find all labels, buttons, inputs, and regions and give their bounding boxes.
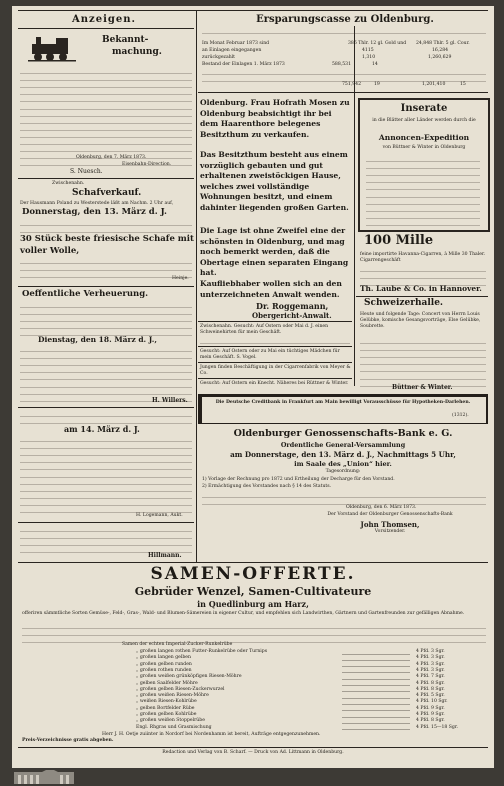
signature: S. Nuesch. — [70, 168, 103, 175]
seed-item: „ großen gelben Riesen-Zuckerwurzel — [136, 686, 225, 692]
meeting-date: am Donnerstage, den 13. März d. J., Nachmittags 5 Uhr, — [230, 450, 456, 459]
seed-item: Engl. Rhgras und Grasmischung — [136, 724, 212, 730]
inserate-title: Inserate — [400, 103, 448, 114]
seed-price: 4 Pfd. 3 Sgr. — [416, 667, 445, 673]
seed-item: „ gelben Saalfelder Möhre — [136, 680, 198, 686]
seed-item: „ großen weißen Stoppelrübe — [136, 718, 205, 724]
seed-price: 4 Pfd. 8 Sgr. — [416, 680, 445, 686]
total-value: 19 — [374, 82, 380, 87]
signature: Dr. Roggemann, — [256, 301, 329, 311]
seed-price: 4 Pfd. 3 Sgr. — [416, 649, 445, 654]
total-value: 751,942 — [342, 82, 361, 87]
seed-price: 4 Pfd. 10 Sgr. — [416, 699, 448, 705]
section-title: Anzeigen. — [72, 14, 136, 25]
kaffe-date: am 14. März d. J. — [64, 424, 140, 434]
seed-item: „ großen gelben Kohlrübe — [136, 712, 197, 717]
samen-place: in Quedlinburg am Harz, — [197, 599, 309, 609]
bekannt-title: Bekannt- — [102, 35, 149, 45]
seed-price: 4 Pfd. 3 Sgr. — [416, 661, 445, 667]
seed-item: „ großen rothen runden — [136, 667, 192, 673]
highlight-text: 30 Stück beste friesische Schafe mit voller Wolle, — [20, 234, 194, 256]
property-ad: Das Besitzthum besteht aus einem vorzüglich gebauten und gut erhaltenen zweistöckigen Hause, welches zwei vollständige Wohnungen besitzt, und einem dahinter liegenden großen Garten. — [200, 150, 349, 212]
seed-item: „ großen weißen grünköpfigen Riesen-Möhre — [136, 674, 242, 680]
samen-title: SAMEN-OFFERTE. — [150, 564, 356, 584]
seed-price: 4 Pfd. 9 Sgr. — [416, 705, 445, 711]
seed-item: „ großen langen gelben — [136, 655, 191, 661]
signature: Büttner & Winter. — [392, 384, 453, 391]
place-name: Zwischenahn. — [52, 181, 85, 186]
bank-sub: Ordentliche General-Versammlung — [280, 441, 406, 449]
locomotive-image — [26, 34, 80, 64]
seed-item: „ gelben Bortfelder Rübe — [136, 705, 195, 711]
verheuerung-date: Dienstag, den 18. März d. J., — [38, 335, 157, 344]
seed-item: „ großen langen rothen Futter-Runkelrübe oder Turnips — [136, 649, 268, 654]
property-ad: Kaufliebhaber wollen sich an den unterzeichneten Anwalt wenden. — [200, 279, 342, 299]
seed-price: 4 Pfd. 5 Sgr. — [416, 693, 445, 699]
dateline: Oldenburg, den 7. März 1873. — [76, 155, 147, 160]
small-ad: Gesucht: Auf Ostern ein Knecht. Näheres bei Rüttner & Winter. — [200, 381, 349, 386]
verheuerung-title: Oeffentliche Verheuerung. — [22, 289, 149, 299]
seed-price: 4 Pfd. 9 Sgr. — [416, 712, 445, 717]
signature: Hillmann. — [148, 552, 182, 559]
signature: H. Logemann, Aukt. — [136, 513, 183, 518]
signature: John Thomsen, — [360, 520, 420, 529]
column-divider — [196, 10, 197, 562]
small-ad: Gesucht: Auf Ostern oder zu Mai ein tüchtiges Mädchen für mein Geschäft. S. Vogel. — [200, 349, 340, 360]
seed-price: 4 Pfd. 7 Sgr. — [416, 674, 445, 680]
property-ad: Die Lage ist ohne Zweifel eine der schönsten in Oldenburg, und mag noch bemerkt werden, daß die Obertage einen separaten Eingang hat. — [200, 226, 349, 278]
signature: H. Willers. — [152, 397, 188, 404]
halle-title: Schweizerhalle. — [364, 298, 444, 308]
samen-agent: Herr J. H. Oetje zuiinter in Nordorf bei Nordenhamm ist bereit, Aufträge entgegenzunehmen. — [102, 732, 321, 737]
total-value: 15 — [460, 82, 466, 87]
newspaper-page: Anzeigen. Bekannt- machung. Oldenburg, den 7. März 1873. Eisenbahn-Direction. S. Nuesch. Zwischenahn. Schafverkauf. Der Hausmann Poland zu Westerstede läßt am Nachm. 2 Uhr auf, Donnerstag, den 13. März d. J. 30 Stück beste friesische Schafe mit voller Wolle, Heinje. Oeffentliche Verheuerung. Dienstag, den 18. März d. J., H. Willers. am 14. März d. J. H. Logemann, Aukt. Hillmann. Ersparungscasse zu Oldenburg. Im Monat Februar 1873 sind 386 Thlr. 12 gl. Gold und 24,848 Thlr. 5 gl. Cour. an Einlagen eingegangen 4115 16,284 zurückgezahlt 1,310 1,260,629 Bestand der Einlagen 1. März 1873 588,531 14 751,942 19 1,201,410 15 Oldenburg. Frau Hofrath Mosen zu Oldenburg beabsichtigt ihr bei dem Haarenthore belegenes Besitzthum zu verkaufen. Das Besitzthum besteht aus einem vorzüglich gebauten und gut erhaltenen zweistöckigen Hause, welches zwei vollständige Wohnungen besitzt, und einem dahinter liegenden großen Garten. Die Lage ist ohne Zweifel eine der schönsten in Oldenburg, und mag noch bemerkt werden, daß die Obertage einen separaten Eingang hat. Kaufliebhaber wollen sich an den unterzeichneten Anwalt wenden. Dr. Roggemann, Obergericht-Anwalt. Zwischenahn. Gesucht: Auf Ostern oder Mai d. J. einen Schweinehirten für mein Geschäft. Gesucht: Auf Ostern oder zu Mai ein tüchtiges Mädchen für mein Geschäft. S. Vogel. Jungen finden Beschäftigung in der Cigarrenfabrik von Meyer & Co. Gesucht: Auf Ostern ein Knecht. Näheres bei Rüttner & Winter. Inserate in die Blätter aller Länder werden durch die Annoncen-Expedition von Büttner & Winter in Oldenburg 100 Mille feine importirte Havanna-Cigarren, à Mille 30 Thaler. Cigarrengeschäft Th. Laube & Co. in Hannover. Schweizerhalle. Heute und folgende Tage: Concert von Herrn Louis Gelübke, komische Gesangsvorträge, Else Gelübke, Soubrette. Büttner & Winter. Die Deutsche Creditbank in Frankfurt am Main bewilligt Vorausschüsse für Hypotheken-Darlehen. (1312). Oldenburger Genossenschafts-Bank e. G. Ordentliche General-Versammlung am Donnerstage, den 13. März d. J., Nachmittags 5 Uhr, im Saale des „Union“ hier. Tagesordnung: 1) Vorlage der Rechnung pro 1872 und Ertheilung der Decharge für den Vorstand. 2) Ermächtigung des Vorstandes nach § 14 des Statuts. Oldenburg, den 6. März 1873. Der Vorstand der Oldenburger Genossenschafts-Bank John Thomsen, Vorsitzender. SAMEN-OFFERTE. Gebrüder Wenzel, Samen-Cultivateure in Quedlinburg am Harz, offeriren sämmtliche Sorten Gemüse-, Feld-, Gras-, Wald- und Blumen-Sämereien in eigener Cultur, und empfehlen sich Landwirthen, Gärtnern und Gartenfreunden zur gefälligen Abnahme. Samen der echten Imperial-Zucker-Runkelrübe „ großen langen rothen Futter-Runkelrübe oder Turnips 4 Pfd. 3 Sgr. „ großen langen gelben 4 Pfd. 3 Sgr. „ großen gelben runden 4 Pfd. 3 Sgr. „ großen rothen runden 4 Pfd. 3 Sgr. „ großen weißen grünköpfigen Riesen-Möhre 4 Pfd. 7 Sgr. „ gelben Saalfelder Möhre 4 Pfd. 8 Sgr. „ großen gelben Riesen-Zuckerwurzel 4 Pfd. 8 Sgr. „ großen weißen Riesen-Möhre 4 Pfd. 5 Sgr. „ weißen Riesen-Kohlrübe 4 Pfd. 10 Sgr. „ gelben Bortfelder Rübe 4 Pfd. 9 Sgr. „ großen gelben Kohlrübe 4 Pfd. 9 Sgr. „ großen weißen Stoppelrübe 4 Pfd. 8 Sgr. Engl. Rhgras und Grasmischung 4 Pfd. 15—18 Sgr. Herr J. H. Oetje zuiinter in Nordorf bei Nordenhamm ist bereit, Aufträge entgegenzunehmen. Preis-Verzeichnisse gratis abgeben. Redaction und Verlag von B. Scharf. — Druck von Ad. Littmann in Oldenburg. — [12, 6, 494, 768]
text-block — [20, 68, 192, 167]
meeting-place: im Saale des „Union“ hier. — [294, 460, 392, 468]
text-line: Der Hausmann Poland zu Westerstede läßt am Nachm. 2 Uhr auf, — [20, 201, 174, 206]
mille-title: 100 Mille — [364, 233, 434, 248]
bekannt-title: machung. — [112, 47, 162, 57]
annoncen-title: Annoncen-Expedition — [378, 133, 470, 142]
seed-item: „ großen weißen Riesen-Möhre — [136, 693, 209, 699]
small-ad: Zwischenahn. Gesucht: Auf Ostern oder Mai d. J. einen Schweinehirten für mein Geschäft. — [200, 324, 329, 335]
samen-preis: Preis-Verzeichnisse gratis abgeben. — [22, 738, 114, 743]
bank-title: Oldenburger Genossenschafts-Bank e. G. — [233, 428, 453, 439]
mille-firm: Th. Laube & Co. in Hannover. — [360, 284, 482, 293]
schaf-title: Schafverkauf. — [72, 188, 142, 198]
seed-price: 4 Pfd. 8 Sgr. — [416, 718, 445, 724]
ersp-title: Ersparungscasse zu Oldenburg. — [256, 14, 434, 25]
seed-price: 4 Pfd. 8 Sgr. — [416, 686, 445, 692]
seed-price: 4 Pfd. 15—18 Sgr. — [416, 724, 459, 730]
auction-date: Donnerstag, den 13. März d. J. — [22, 207, 167, 217]
seed-price: 4 Pfd. 3 Sgr. — [416, 655, 445, 661]
footer-imprint: Redaction und Verlag von B. Scharf. — Druck von Ad. Littmann in Oldenburg. — [162, 750, 344, 755]
seed-item: „ großen gelben runden — [136, 661, 192, 667]
authority: Eisenbahn-Direction. — [122, 162, 172, 167]
library-logo — [14, 770, 74, 784]
property-ad: Oldenburg. Frau Hofrath Mosen zu Oldenburg beabsichtigt ihr bei dem Haarenthore belegenes Besitzthum zu verkaufen. — [200, 98, 350, 139]
signature: Obergericht-Anwalt. — [252, 311, 332, 320]
table-head: Samen der echten Imperial-Zucker-Runkelrübe — [122, 642, 233, 647]
signature: Heinje. — [172, 276, 189, 281]
banner-text: Die Deutsche Creditbank in Frankfurt am Main bewilligt Vorausschüsse für Hypotheken-Darlehen. — [215, 400, 471, 405]
seed-item: „ weißen Riesen-Kohlrübe — [136, 699, 197, 705]
small-ad: Jungen finden Beschäftigung in der Cigarrenfabrik von Meyer & Co. — [200, 365, 351, 376]
samen-firm: Gebrüder Wenzel, Samen-Cultivateure — [134, 585, 372, 598]
samen-intro: offeriren sämmtliche Sorten Gemüse-, Feld-, Gras-, Wald- und Blumen-Sämereien in eigener Cultur, und empfehlen sich Landwirthen, Gärtnern und Gartenfreunden zur gefälligen Abnahme. — [22, 611, 465, 616]
total-value: 1,201,410 — [422, 82, 446, 87]
